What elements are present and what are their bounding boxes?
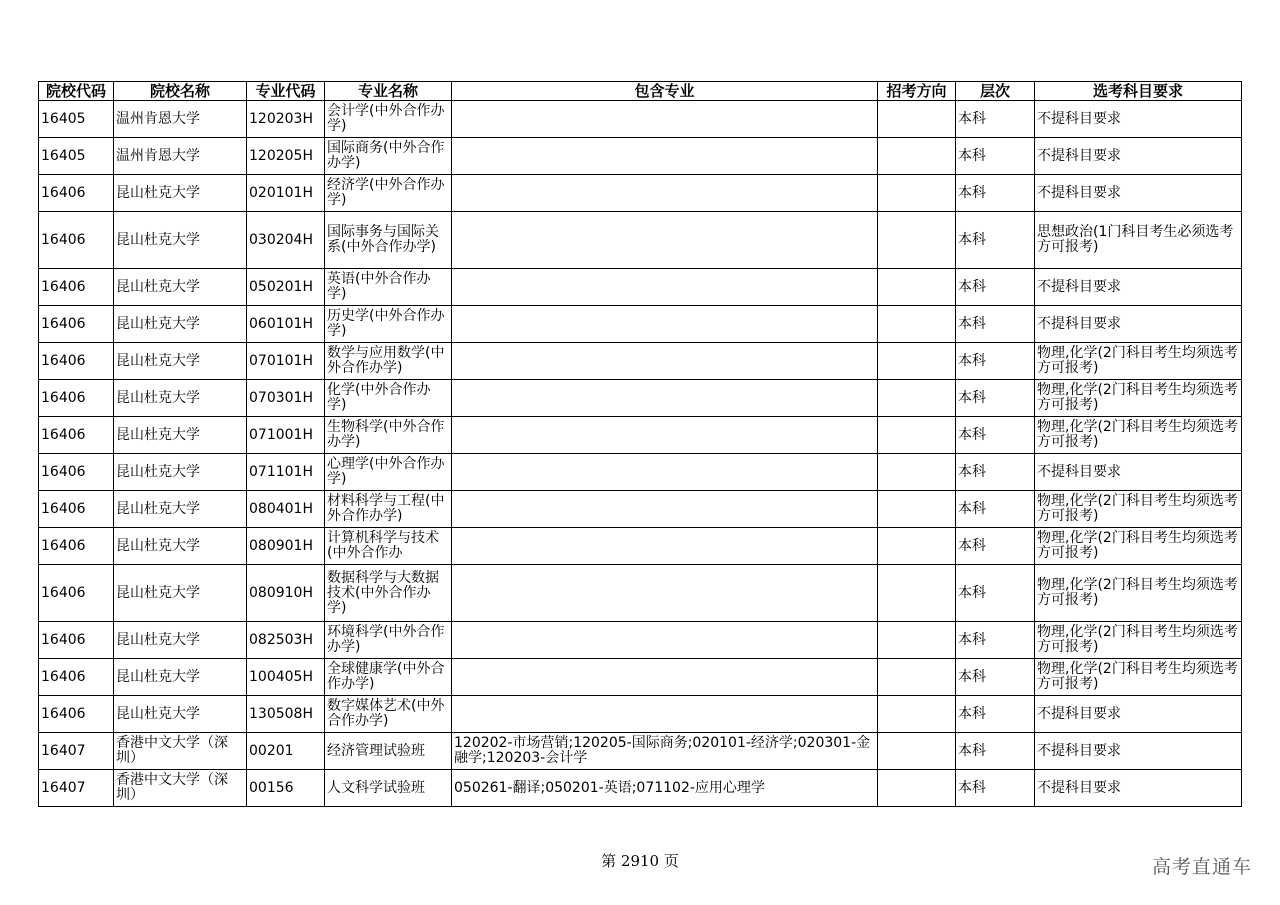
cell-school-code: 16407: [39, 770, 114, 807]
page-number: 第 2910 页: [601, 852, 679, 870]
cell-school-name: 温州肯恩大学: [114, 101, 247, 138]
cell-level: 本科: [956, 175, 1035, 212]
cell-school-code: 16405: [39, 138, 114, 175]
cell-major-code: 080910H: [247, 565, 325, 622]
cell-school-name: 昆山杜克大学: [114, 212, 247, 269]
cell-major-code: 130508H: [247, 696, 325, 733]
cell-school-code: 16406: [39, 306, 114, 343]
cell-direction: [878, 343, 956, 380]
cell-school-code: 16406: [39, 696, 114, 733]
cell-direction: [878, 528, 956, 565]
cell-major-name: 生物科学(中外合作办学): [325, 417, 452, 454]
cell-school-code: 16405: [39, 101, 114, 138]
watermark-logo: 高考直通车: [1151, 856, 1252, 878]
cell-major-name: 经济学(中外合作办学): [325, 175, 452, 212]
cell-included-majors: [452, 175, 878, 212]
cell-included-majors: 120202-市场营销;120205-国际商务;020101-经济学;020301-金融学;120203-会计学: [452, 733, 878, 770]
cell-direction: [878, 491, 956, 528]
cell-major-name: 全球健康学(中外合作办学): [325, 659, 452, 696]
cell-school-name: 昆山杜克大学: [114, 343, 247, 380]
table-row: [39, 733, 1242, 770]
cell-level: 本科: [956, 138, 1035, 175]
cell-subject-requirement: 不提科目要求: [1035, 454, 1242, 491]
table-row: [39, 565, 1242, 622]
cell-school-name: 昆山杜克大学: [114, 528, 247, 565]
cell-subject-requirement: 物理,化学(2门科目考生均须选考方可报考): [1035, 659, 1242, 696]
cell-included-majors: [452, 138, 878, 175]
cell-level: 本科: [956, 380, 1035, 417]
cell-direction: [878, 733, 956, 770]
cell-direction: [878, 380, 956, 417]
cell-direction: [878, 565, 956, 622]
cell-major-code: 071101H: [247, 454, 325, 491]
table-row: [39, 454, 1242, 491]
cell-subject-requirement: 不提科目要求: [1035, 770, 1242, 807]
cell-school-code: 16406: [39, 343, 114, 380]
cell-school-name: 温州肯恩大学: [114, 138, 247, 175]
cell-major-name: 数据科学与大数据技术(中外合作办学): [325, 565, 452, 622]
cell-subject-requirement: 思想政治(1门科目考生必须选考方可报考): [1035, 212, 1242, 269]
cell-school-code: 16406: [39, 659, 114, 696]
cell-major-name: 会计学(中外合作办学): [325, 101, 452, 138]
cell-included-majors: [452, 454, 878, 491]
cell-included-majors: [452, 380, 878, 417]
cell-direction: [878, 696, 956, 733]
cell-school-code: 16406: [39, 454, 114, 491]
table-row: [39, 770, 1242, 807]
table-row: [39, 212, 1242, 269]
cell-level: 本科: [956, 101, 1035, 138]
cell-level: 本科: [956, 565, 1035, 622]
cell-major-code: 050201H: [247, 269, 325, 306]
header-row: [39, 82, 1242, 101]
cell-major-code: 00201: [247, 733, 325, 770]
cell-major-code: 120205H: [247, 138, 325, 175]
cell-direction: [878, 269, 956, 306]
cell-school-code: 16406: [39, 380, 114, 417]
cell-direction: [878, 622, 956, 659]
cell-level: 本科: [956, 343, 1035, 380]
cell-subject-requirement: 不提科目要求: [1035, 138, 1242, 175]
cell-direction: [878, 659, 956, 696]
cell-school-name: 昆山杜克大学: [114, 454, 247, 491]
cell-major-name: 心理学(中外合作办学): [325, 454, 452, 491]
cell-major-code: 00156: [247, 770, 325, 807]
cell-level: 本科: [956, 622, 1035, 659]
cell-major-code: 020101H: [247, 175, 325, 212]
cell-level: 本科: [956, 733, 1035, 770]
cell-direction: [878, 454, 956, 491]
cell-major-code: 080901H: [247, 528, 325, 565]
col-header-school-code: 院校代码: [39, 82, 114, 101]
cell-included-majors: [452, 622, 878, 659]
cell-major-name: 国际事务与国际关系(中外合作办学): [325, 212, 452, 269]
cell-included-majors: [452, 343, 878, 380]
cell-school-code: 16406: [39, 565, 114, 622]
cell-major-code: 070101H: [247, 343, 325, 380]
cell-direction: [878, 212, 956, 269]
table-row: [39, 528, 1242, 565]
table-row: [39, 343, 1242, 380]
cell-school-name: 昆山杜克大学: [114, 696, 247, 733]
cell-level: 本科: [956, 269, 1035, 306]
cell-level: 本科: [956, 491, 1035, 528]
cell-major-name: 经济管理试验班: [325, 733, 452, 770]
cell-included-majors: 050261-翻译;050201-英语;071102-应用心理学: [452, 770, 878, 807]
cell-major-name: 数字媒体艺术(中外合作办学): [325, 696, 452, 733]
cell-subject-requirement: 不提科目要求: [1035, 269, 1242, 306]
admission-table: [38, 81, 1242, 807]
cell-included-majors: [452, 565, 878, 622]
cell-major-name: 历史学(中外合作办学): [325, 306, 452, 343]
cell-level: 本科: [956, 454, 1035, 491]
table-row: [39, 696, 1242, 733]
cell-school-code: 16407: [39, 733, 114, 770]
table-row: [39, 380, 1242, 417]
cell-included-majors: [452, 659, 878, 696]
cell-subject-requirement: 物理,化学(2门科目考生均须选考方可报考): [1035, 622, 1242, 659]
cell-included-majors: [452, 269, 878, 306]
cell-school-name: 昆山杜克大学: [114, 175, 247, 212]
col-header-major-name: 专业名称: [325, 82, 452, 101]
col-header-level: 层次: [956, 82, 1035, 101]
cell-major-code: 100405H: [247, 659, 325, 696]
cell-subject-requirement: 物理,化学(2门科目考生均须选考方可报考): [1035, 380, 1242, 417]
cell-major-code: 120203H: [247, 101, 325, 138]
cell-major-name: 国际商务(中外合作办学): [325, 138, 452, 175]
cell-subject-requirement: 不提科目要求: [1035, 306, 1242, 343]
cell-subject-requirement: 不提科目要求: [1035, 733, 1242, 770]
cell-included-majors: [452, 528, 878, 565]
cell-subject-requirement: 不提科目要求: [1035, 101, 1242, 138]
cell-major-code: 082503H: [247, 622, 325, 659]
cell-subject-requirement: 不提科目要求: [1035, 175, 1242, 212]
cell-included-majors: [452, 696, 878, 733]
cell-direction: [878, 175, 956, 212]
table-row: [39, 138, 1242, 175]
cell-school-name: 昆山杜克大学: [114, 565, 247, 622]
cell-school-name: 昆山杜克大学: [114, 491, 247, 528]
cell-school-name: 昆山杜克大学: [114, 659, 247, 696]
cell-school-code: 16406: [39, 417, 114, 454]
cell-school-code: 16406: [39, 528, 114, 565]
cell-major-name: 计算机科学与技术(中外合作办: [325, 528, 452, 565]
cell-school-code: 16406: [39, 269, 114, 306]
cell-level: 本科: [956, 417, 1035, 454]
cell-included-majors: [452, 491, 878, 528]
cell-direction: [878, 417, 956, 454]
cell-major-name: 人文科学试验班: [325, 770, 452, 807]
cell-subject-requirement: 物理,化学(2门科目考生均须选考方可报考): [1035, 565, 1242, 622]
cell-major-code: 060101H: [247, 306, 325, 343]
cell-major-code: 030204H: [247, 212, 325, 269]
cell-included-majors: [452, 306, 878, 343]
cell-level: 本科: [956, 306, 1035, 343]
cell-school-code: 16406: [39, 175, 114, 212]
cell-major-name: 环境科学(中外合作办学): [325, 622, 452, 659]
cell-direction: [878, 101, 956, 138]
cell-included-majors: [452, 212, 878, 269]
table-row: [39, 622, 1242, 659]
cell-level: 本科: [956, 528, 1035, 565]
cell-level: 本科: [956, 696, 1035, 733]
cell-direction: [878, 138, 956, 175]
col-header-major-code: 专业代码: [247, 82, 325, 101]
cell-major-name: 材料科学与工程(中外合作办学): [325, 491, 452, 528]
col-header-direction: 招考方向: [878, 82, 956, 101]
cell-subject-requirement: 物理,化学(2门科目考生均须选考方可报考): [1035, 491, 1242, 528]
cell-school-code: 16406: [39, 212, 114, 269]
cell-included-majors: [452, 101, 878, 138]
cell-direction: [878, 306, 956, 343]
table-row: [39, 269, 1242, 306]
table-row: [39, 101, 1242, 138]
cell-major-code: 080401H: [247, 491, 325, 528]
cell-school-name: 昆山杜克大学: [114, 380, 247, 417]
cell-school-code: 16406: [39, 622, 114, 659]
cell-level: 本科: [956, 770, 1035, 807]
cell-level: 本科: [956, 659, 1035, 696]
cell-school-name: 香港中文大学（深圳）: [114, 770, 247, 807]
table-row: [39, 659, 1242, 696]
cell-level: 本科: [956, 212, 1035, 269]
cell-major-code: 071001H: [247, 417, 325, 454]
cell-major-name: 数学与应用数学(中外合作办学): [325, 343, 452, 380]
cell-major-code: 070301H: [247, 380, 325, 417]
table-row: [39, 417, 1242, 454]
cell-subject-requirement: 物理,化学(2门科目考生均须选考方可报考): [1035, 417, 1242, 454]
table-row: [39, 491, 1242, 528]
cell-school-code: 16406: [39, 491, 114, 528]
cell-school-name: 昆山杜克大学: [114, 417, 247, 454]
cell-school-name: 昆山杜克大学: [114, 622, 247, 659]
cell-school-name: 香港中文大学（深圳）: [114, 733, 247, 770]
cell-major-name: 英语(中外合作办学): [325, 269, 452, 306]
cell-subject-requirement: 物理,化学(2门科目考生均须选考方可报考): [1035, 343, 1242, 380]
table-row: [39, 306, 1242, 343]
cell-subject-requirement: 物理,化学(2门科目考生均须选考方可报考): [1035, 528, 1242, 565]
col-header-included-majors: 包含专业: [452, 82, 878, 101]
cell-school-name: 昆山杜克大学: [114, 269, 247, 306]
col-header-subject-requirement: 选考科目要求: [1035, 82, 1242, 101]
cell-major-name: 化学(中外合作办学): [325, 380, 452, 417]
col-header-school-name: 院校名称: [114, 82, 247, 101]
cell-subject-requirement: 不提科目要求: [1035, 696, 1242, 733]
cell-included-majors: [452, 417, 878, 454]
cell-direction: [878, 770, 956, 807]
table-row: [39, 175, 1242, 212]
cell-school-name: 昆山杜克大学: [114, 306, 247, 343]
